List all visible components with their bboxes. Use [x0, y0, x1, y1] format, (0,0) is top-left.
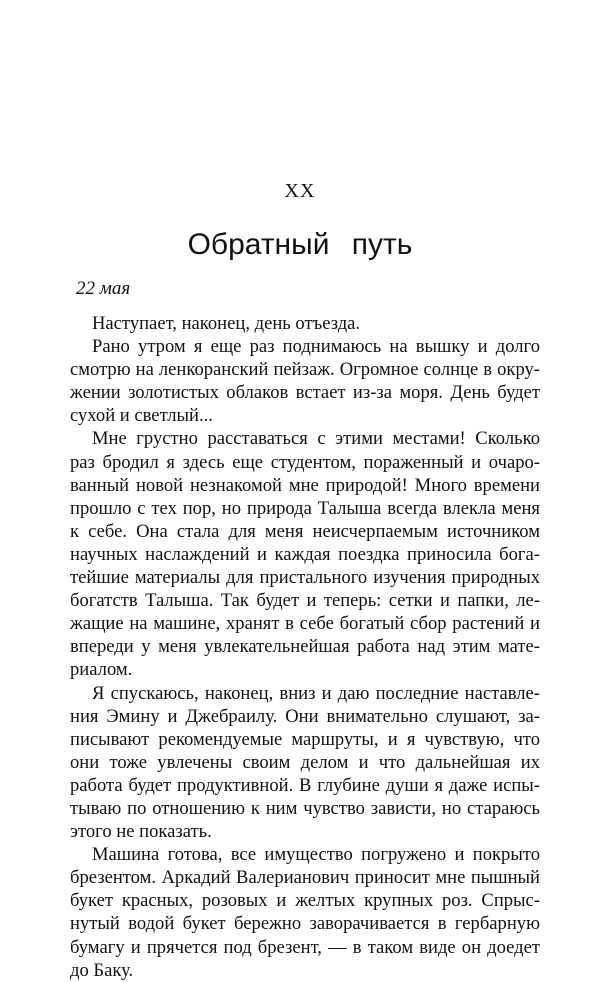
- text-line: риалом.: [70, 659, 133, 681]
- text-line: впереди у меня увлекательнейшая работа над этим мате-: [70, 636, 540, 658]
- diary-date: 22 мая: [76, 278, 131, 299]
- text-line: жащие на машине, хранят в себе богатый сбор растений и: [70, 613, 540, 635]
- text-line: раз бродил я здесь еще студентом, пораженный и очаро-: [70, 451, 540, 473]
- text-line: бумагу и прячется под брезент, — в таком виде он доедет: [70, 936, 540, 958]
- text-line: богатств Талыша. Так будет и теперь: сетки и папки, ле-: [70, 590, 540, 612]
- chapter-title: Обратный путь: [187, 228, 413, 261]
- text-line: этого не показать.: [70, 821, 212, 843]
- text-line: Мне грустно расставаться с этими местами! Сколько: [92, 428, 540, 450]
- text-line: смотрю на ленкоранский пейзаж. Огромное солнце в окру-: [70, 359, 540, 381]
- text-line: тываю по отношению к ним чувство зависти, но стараюсь: [70, 797, 540, 819]
- text-line: нутый водой букет бережно заворачивается в гербарную: [70, 913, 540, 935]
- body-text: [70, 312, 540, 982]
- text-line: писывают рекомендуемые маршруты, и я чувствую, что: [70, 728, 540, 750]
- text-line: научных наслаждений и каждая поездка приносила бога-: [70, 543, 540, 565]
- text-line: работа будет продуктивной. В глубине души я даже испы-: [70, 774, 540, 796]
- text-line: тейшие материалы для пристального изучения природных: [70, 567, 540, 589]
- chapter-number: XX: [284, 180, 316, 202]
- text-line: ния Эмину и Джебраилу. Они внимательно слушают, за-: [70, 705, 540, 727]
- text-line: Машина готова, все имущество погружено и покрыто: [92, 844, 540, 866]
- text-line: до Баку.: [70, 959, 134, 981]
- text-line: прошло с тех пор, но природа Талыша всегда влекла меня: [70, 497, 540, 519]
- text-line: букет красных, розовых и желтых крупных роз. Спрыс-: [70, 890, 540, 912]
- text-line: Наступает, наконец, день отъезда.: [92, 313, 361, 334]
- text-line: сухой и светлый...: [70, 405, 213, 427]
- text-line: ванный новой незнакомой мне природой! Много времени: [70, 474, 540, 496]
- text-line: к себе. Она стала для меня неисчерпаемым источником: [70, 520, 540, 542]
- text-line: Рано утром я еще раз поднимаюсь на вышку и долго: [92, 336, 540, 358]
- text-line: брезентом. Аркадий Валерианович приносит мне пышный: [70, 867, 540, 889]
- text-line: Я спускаюсь, наконец, вниз и даю последние наставле-: [92, 682, 540, 704]
- text-line: они тоже увлечены своим делом и что дальнейшая их: [70, 751, 540, 773]
- text-line: жении золотистых облаков встает из-за моря. День будет: [70, 382, 540, 404]
